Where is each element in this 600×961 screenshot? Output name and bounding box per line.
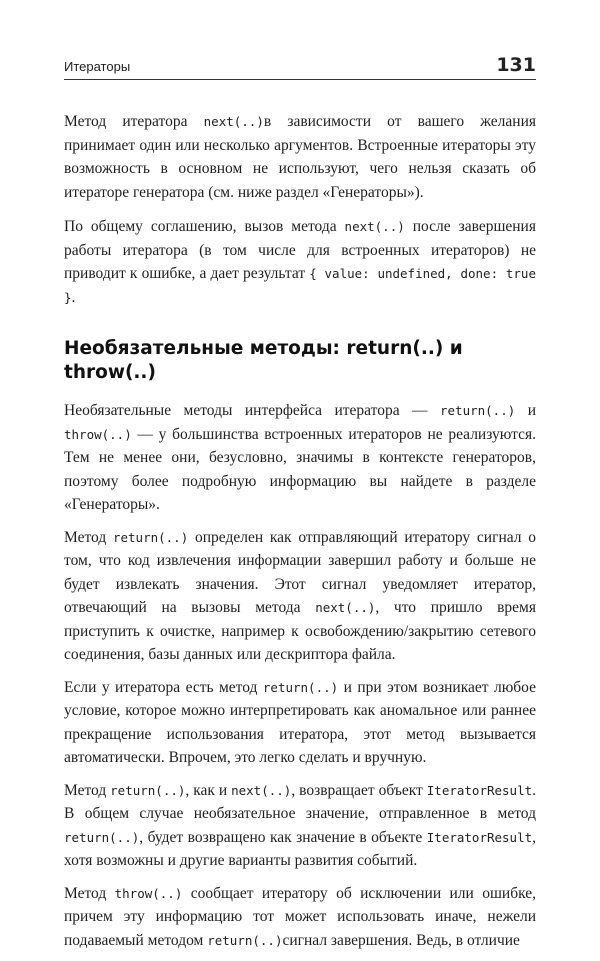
inline-code: throw(..) bbox=[114, 885, 183, 901]
inline-code: next(..) bbox=[231, 782, 292, 798]
page-number: 131 bbox=[496, 54, 536, 76]
inline-code: next(..) bbox=[203, 114, 264, 129]
header-rule bbox=[64, 79, 536, 80]
section-heading: Необязательные методы: return(..) и throw(..) bbox=[64, 338, 463, 383]
inline-code: return(..) bbox=[262, 679, 339, 695]
inline-code: IteratorResult bbox=[426, 829, 533, 845]
section-title: Итераторы bbox=[64, 59, 131, 74]
inline-code: throw(..) bbox=[64, 426, 132, 442]
inline-code: IteratorResult bbox=[426, 782, 533, 798]
inline-code: return(..) bbox=[440, 403, 516, 418]
inline-code: next(..) bbox=[315, 600, 376, 615]
paragraph-return-signal: Метод return(..) определен как отправляющий итератору сигнал о том, что код извлечения информации завершил работу и больше не будет извлекать значения. Этот сигнал уведомляет итератор, отвечающий на вызовы метода next(..), что пришло время приступить к очистке, например к освобождению/закрытию сетевого соединения, базы данных или дескриптора файла. bbox=[64, 528, 536, 663]
paragraph-return-result: Метод return(..), как и next(..), возвращает объект IteratorResult. В общем случае необязательное значение, отправленное в метод return(..), будет возвращено как значение в объекте IteratorResult, хотя возможны и другие варианты развития событий. bbox=[64, 781, 536, 869]
page-body bbox=[64, 110, 536, 961]
inline-code: return(..) bbox=[64, 829, 140, 845]
inline-code: return(..) bbox=[110, 782, 186, 798]
paragraph-next-after-done: По общему соглашению, вызов метода next(..) после завершения работы итератора (в том числе для встроенных итераторов) не приводит к ошибке, а дает результат { value: undefined, done: true }. bbox=[64, 218, 536, 306]
paragraph-return-automatic: Если у итератора есть метод return(..) и при этом возникает любое условие, которое можно интерпретировать как аномальное или раннее прекращение использования итератора, этот метод вызывается автоматически. Впрочем, это легко сделать и вручную. bbox=[64, 678, 536, 766]
inline-code: return(..) bbox=[207, 932, 283, 948]
inline-code: { value: undefined, done: true } bbox=[64, 266, 536, 305]
paragraph-next-arguments: Метод итератора next(..)в зависимости от вашего желания принимает один или несколько аргументов. Встроенные итераторы эту возможность в основном не используют, чего нельзя сказать об итераторе генератора (см. ниже раздел «Генераторы»). bbox=[64, 113, 537, 201]
inline-code: return(..) bbox=[112, 529, 189, 545]
running-header bbox=[64, 52, 536, 78]
paragraph-optional-methods: Необязательные методы интерфейса итератора — return(..) и throw(..) — у большинства встроенных итераторов не реализуются. Тем не менее они, безусловно, значимы в контексте генераторов, поэтому более подробную информацию вы найдете в разделе «Генераторы». bbox=[64, 402, 537, 513]
inline-code: next(..) bbox=[344, 219, 405, 234]
paragraph-throw: Метод throw(..) сообщает итератору об исключении или ошибке, причем эту информацию тот может использовать иначе, нежели подаваемый методом return(..)сигнал завершения. Ведь, в отличие bbox=[64, 884, 536, 949]
